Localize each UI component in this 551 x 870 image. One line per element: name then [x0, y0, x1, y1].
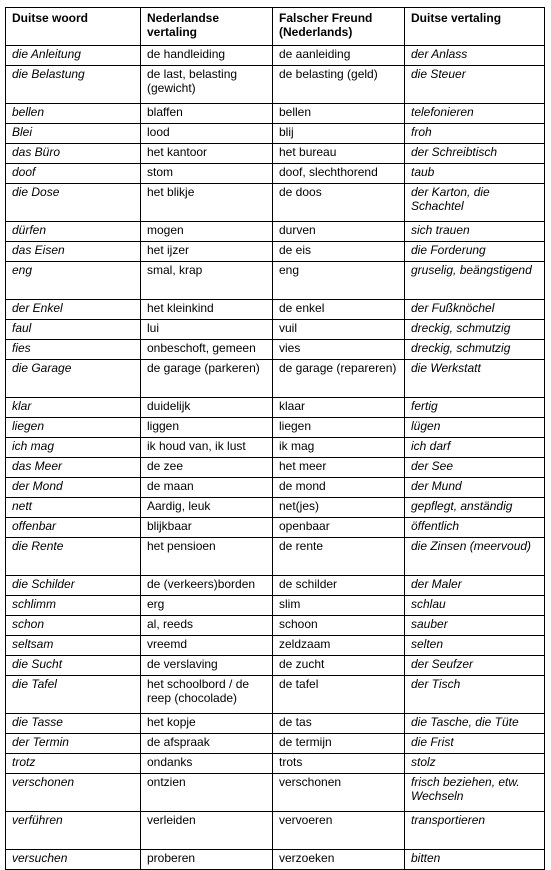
false-friend-cell: klaar	[273, 398, 405, 418]
german-translation-cell: telefonieren	[405, 104, 545, 124]
false-friend-cell: vervoeren	[273, 812, 405, 850]
table-row	[6, 46, 545, 66]
german-translation-cell: der See	[405, 458, 545, 478]
german-translation-cell: schlau	[405, 596, 545, 616]
false-friend-cell: durven	[273, 222, 405, 242]
table-row	[6, 66, 545, 104]
dutch-translation-cell: het blikje	[141, 184, 273, 222]
german-translation-cell: öffentlich	[405, 518, 545, 538]
german-translation-cell: transportieren	[405, 812, 545, 850]
table-row	[6, 850, 545, 870]
table-row	[6, 656, 545, 676]
table-row	[6, 300, 545, 320]
german-translation-cell: die Steuer	[405, 66, 545, 104]
german-word-cell: trotz	[6, 754, 141, 774]
german-word-cell: ich mag	[6, 438, 141, 458]
german-translation-cell: fertig	[405, 398, 545, 418]
german-word-cell: nett	[6, 498, 141, 518]
table-row	[6, 478, 545, 498]
german-word-cell: der Termin	[6, 734, 141, 754]
dutch-translation-cell: de (verkeers)borden	[141, 576, 273, 596]
german-word-cell: der Enkel	[6, 300, 141, 320]
header-german-word: Duitse woord	[6, 8, 141, 46]
false-friend-cell: het bureau	[273, 144, 405, 164]
german-word-cell: faul	[6, 320, 141, 340]
german-translation-cell: lügen	[405, 418, 545, 438]
dutch-translation-cell: het kleinkind	[141, 300, 273, 320]
dutch-translation-cell: het ijzer	[141, 242, 273, 262]
german-word-cell: fies	[6, 340, 141, 360]
table-body	[6, 46, 545, 870]
dutch-translation-cell: erg	[141, 596, 273, 616]
german-translation-cell: froh	[405, 124, 545, 144]
table-row	[6, 596, 545, 616]
german-translation-cell: der Karton, die Schachtel	[405, 184, 545, 222]
table-row	[6, 714, 545, 734]
dutch-translation-cell: liggen	[141, 418, 273, 438]
table-row	[6, 812, 545, 850]
false-friend-cell: net(jes)	[273, 498, 405, 518]
table-row	[6, 754, 545, 774]
german-translation-cell: frisch beziehen, etw. Wechseln	[405, 774, 545, 812]
german-translation-cell: stolz	[405, 754, 545, 774]
false-friend-cell: de rente	[273, 538, 405, 576]
table-row	[6, 734, 545, 754]
false-friend-cell: vies	[273, 340, 405, 360]
dutch-translation-cell: lood	[141, 124, 273, 144]
german-word-cell: die Tasse	[6, 714, 141, 734]
table-row	[6, 676, 545, 714]
dutch-translation-cell: het pensioen	[141, 538, 273, 576]
table-row	[6, 576, 545, 596]
false-friend-cell: bellen	[273, 104, 405, 124]
german-translation-cell: bitten	[405, 850, 545, 870]
german-word-cell: klar	[6, 398, 141, 418]
false-friend-cell: verzoeken	[273, 850, 405, 870]
german-word-cell: die Garage	[6, 360, 141, 398]
false-friend-cell: de enkel	[273, 300, 405, 320]
false-friends-table	[5, 7, 545, 870]
dutch-translation-cell: onbeschoft, gemeen	[141, 340, 273, 360]
header-dutch-translation: Nederlandse vertaling	[141, 8, 273, 46]
table-row	[6, 616, 545, 636]
german-word-cell: schlimm	[6, 596, 141, 616]
dutch-translation-cell: het kantoor	[141, 144, 273, 164]
dutch-translation-cell: de handleiding	[141, 46, 273, 66]
vocabulary-sheet	[5, 7, 545, 870]
german-word-cell: eng	[6, 262, 141, 300]
false-friend-cell: de tas	[273, 714, 405, 734]
dutch-translation-cell: duidelijk	[141, 398, 273, 418]
dutch-translation-cell: ik houd van, ik lust	[141, 438, 273, 458]
german-word-cell: Blei	[6, 124, 141, 144]
german-translation-cell: sich trauen	[405, 222, 545, 242]
dutch-translation-cell: de verslaving	[141, 656, 273, 676]
german-word-cell: das Eisen	[6, 242, 141, 262]
table-row	[6, 538, 545, 576]
german-translation-cell: ich darf	[405, 438, 545, 458]
false-friend-cell: de garage (repareren)	[273, 360, 405, 398]
german-word-cell: der Mond	[6, 478, 141, 498]
german-translation-cell: gepflegt, anständig	[405, 498, 545, 518]
false-friend-cell: de zucht	[273, 656, 405, 676]
german-translation-cell: taub	[405, 164, 545, 184]
header-row	[6, 8, 545, 46]
dutch-translation-cell: vreemd	[141, 636, 273, 656]
false-friend-cell: de tafel	[273, 676, 405, 714]
dutch-translation-cell: verleiden	[141, 812, 273, 850]
dutch-translation-cell: mogen	[141, 222, 273, 242]
german-word-cell: die Rente	[6, 538, 141, 576]
table-row	[6, 398, 545, 418]
german-translation-cell: der Mund	[405, 478, 545, 498]
german-word-cell: die Anleitung	[6, 46, 141, 66]
german-translation-cell: der Schreibtisch	[405, 144, 545, 164]
false-friend-cell: het meer	[273, 458, 405, 478]
false-friend-cell: vuil	[273, 320, 405, 340]
german-translation-cell: selten	[405, 636, 545, 656]
german-word-cell: offenbar	[6, 518, 141, 538]
dutch-translation-cell: lui	[141, 320, 273, 340]
german-word-cell: das Meer	[6, 458, 141, 478]
table-row	[6, 498, 545, 518]
dutch-translation-cell: ondanks	[141, 754, 273, 774]
german-translation-cell: der Tisch	[405, 676, 545, 714]
table-row	[6, 458, 545, 478]
table-row	[6, 518, 545, 538]
false-friend-cell: blij	[273, 124, 405, 144]
false-friend-cell: slim	[273, 596, 405, 616]
dutch-translation-cell: proberen	[141, 850, 273, 870]
german-translation-cell: die Zinsen (meervoud)	[405, 538, 545, 576]
table-row	[6, 418, 545, 438]
german-translation-cell: der Maler	[405, 576, 545, 596]
german-word-cell: doof	[6, 164, 141, 184]
table-row	[6, 340, 545, 360]
dutch-translation-cell: blaffen	[141, 104, 273, 124]
false-friend-cell: de aanleiding	[273, 46, 405, 66]
german-word-cell: verführen	[6, 812, 141, 850]
german-word-cell: bellen	[6, 104, 141, 124]
false-friend-cell: liegen	[273, 418, 405, 438]
dutch-translation-cell: het kopje	[141, 714, 273, 734]
table-row	[6, 184, 545, 222]
table-row	[6, 774, 545, 812]
german-word-cell: schon	[6, 616, 141, 636]
false-friend-cell: de termijn	[273, 734, 405, 754]
german-translation-cell: dreckig, schmutzig	[405, 340, 545, 360]
german-word-cell: die Sucht	[6, 656, 141, 676]
false-friend-cell: de eis	[273, 242, 405, 262]
false-friend-cell: ik mag	[273, 438, 405, 458]
false-friend-cell: verschonen	[273, 774, 405, 812]
german-word-cell: die Dose	[6, 184, 141, 222]
table-row	[6, 438, 545, 458]
german-word-cell: versuchen	[6, 850, 141, 870]
false-friend-cell: de mond	[273, 478, 405, 498]
german-translation-cell: der Fußknöchel	[405, 300, 545, 320]
false-friend-cell: eng	[273, 262, 405, 300]
german-translation-cell: der Seufzer	[405, 656, 545, 676]
german-word-cell: dürfen	[6, 222, 141, 242]
table-row	[6, 262, 545, 300]
german-translation-cell: sauber	[405, 616, 545, 636]
dutch-translation-cell: de afspraak	[141, 734, 273, 754]
german-word-cell: liegen	[6, 418, 141, 438]
false-friend-cell: de doos	[273, 184, 405, 222]
false-friend-cell: de belasting (geld)	[273, 66, 405, 104]
table-row	[6, 164, 545, 184]
german-word-cell: die Schilder	[6, 576, 141, 596]
german-translation-cell: die Werkstatt	[405, 360, 545, 398]
false-friend-cell: openbaar	[273, 518, 405, 538]
table-row	[6, 636, 545, 656]
german-translation-cell: die Tasche, die Tüte	[405, 714, 545, 734]
dutch-translation-cell: de garage (parkeren)	[141, 360, 273, 398]
false-friend-cell: trots	[273, 754, 405, 774]
german-word-cell: verschonen	[6, 774, 141, 812]
dutch-translation-cell: smal, krap	[141, 262, 273, 300]
false-friend-cell: doof, slechthorend	[273, 164, 405, 184]
german-word-cell: das Büro	[6, 144, 141, 164]
false-friend-cell: zeldzaam	[273, 636, 405, 656]
header-false-friend: Falscher Freund (Nederlands)	[273, 8, 405, 46]
german-translation-cell: gruselig, beängstigend	[405, 262, 545, 300]
header-german-translation: Duitse vertaling	[405, 8, 545, 46]
dutch-translation-cell: de zee	[141, 458, 273, 478]
german-translation-cell: der Anlass	[405, 46, 545, 66]
table-row	[6, 360, 545, 398]
table-row	[6, 104, 545, 124]
dutch-translation-cell: ontzien	[141, 774, 273, 812]
german-word-cell: seltsam	[6, 636, 141, 656]
dutch-translation-cell: het schoolbord / de reep (chocolade)	[141, 676, 273, 714]
dutch-translation-cell: blijkbaar	[141, 518, 273, 538]
false-friend-cell: schoon	[273, 616, 405, 636]
german-word-cell: die Tafel	[6, 676, 141, 714]
german-translation-cell: dreckig, schmutzig	[405, 320, 545, 340]
table-row	[6, 144, 545, 164]
dutch-translation-cell: Aardig, leuk	[141, 498, 273, 518]
table-row	[6, 124, 545, 144]
table-row	[6, 222, 545, 242]
dutch-translation-cell: al, reeds	[141, 616, 273, 636]
german-translation-cell: die Forderung	[405, 242, 545, 262]
table-row	[6, 242, 545, 262]
dutch-translation-cell: de maan	[141, 478, 273, 498]
table-row	[6, 320, 545, 340]
dutch-translation-cell: de last, belasting (gewicht)	[141, 66, 273, 104]
false-friend-cell: de schilder	[273, 576, 405, 596]
german-word-cell: die Belastung	[6, 66, 141, 104]
german-translation-cell: die Frist	[405, 734, 545, 754]
dutch-translation-cell: stom	[141, 164, 273, 184]
